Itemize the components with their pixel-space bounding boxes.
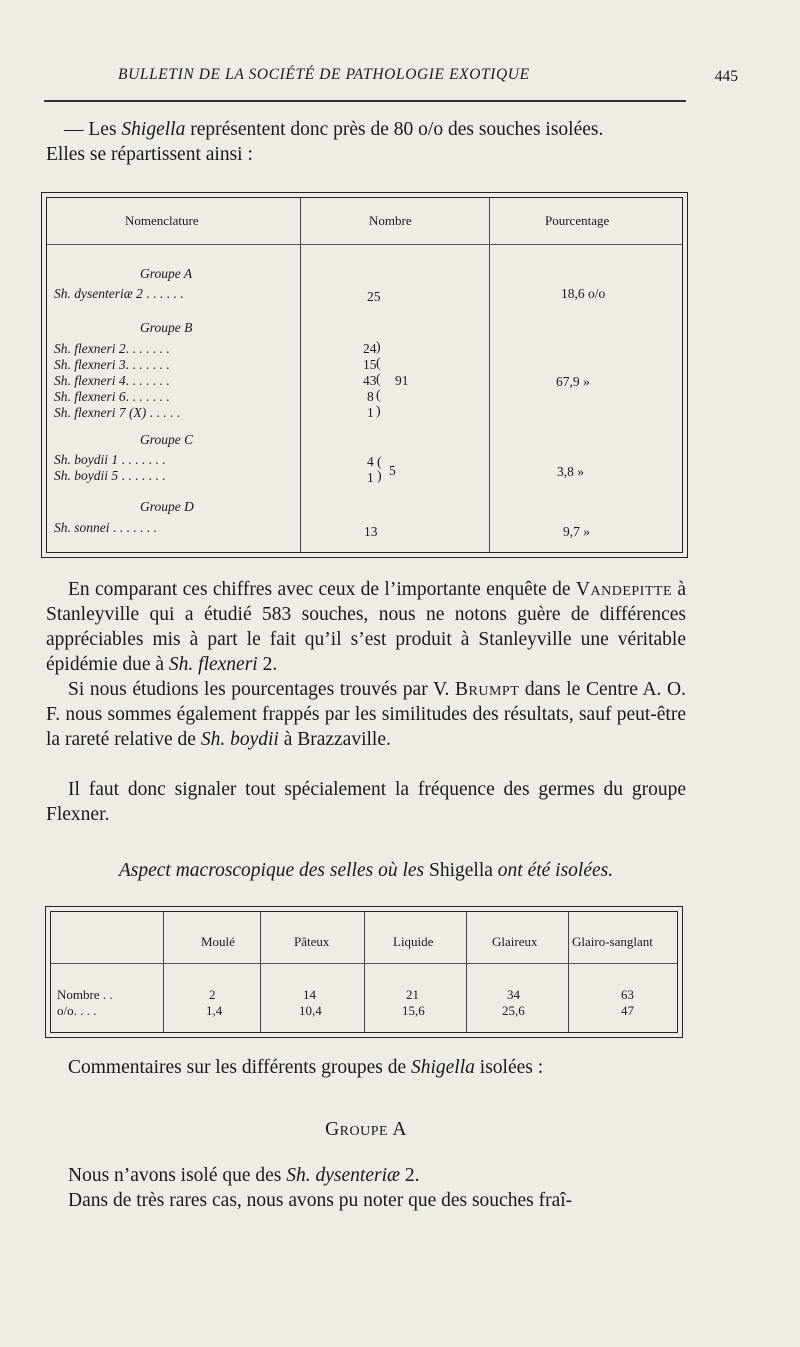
intro-text: — Les xyxy=(64,119,122,140)
paragraph-comparison xyxy=(46,577,686,677)
para1-text: En comparant ces chiffres avec ceux de l’importante enquête de xyxy=(68,579,576,600)
group-total: 5 xyxy=(389,463,396,478)
col-divider xyxy=(466,912,467,1032)
commentaires-line xyxy=(46,1055,686,1080)
count-cell: 24 xyxy=(363,341,377,356)
running-header xyxy=(118,66,738,84)
row-label: Nombre . . xyxy=(57,987,113,1002)
last1-text: Nous n’avons isolé que des xyxy=(68,1165,287,1186)
group-label: Groupe D xyxy=(140,499,194,514)
header-divider xyxy=(51,963,677,964)
paragraph-brumpt xyxy=(46,677,686,752)
group-label: Groupe A xyxy=(140,266,193,281)
percent-cell: 3,8 » xyxy=(557,464,584,479)
stool-aspect-table xyxy=(45,906,683,1038)
count-cell: 1 xyxy=(367,470,374,485)
header-pateux: Pâteux xyxy=(294,934,330,949)
intro-paragraph xyxy=(46,117,686,167)
value-cell: 15,6 xyxy=(402,1003,425,1018)
species-row: Sh. flexneri 3. . . . . . . xyxy=(54,357,170,372)
paragraph-group-a xyxy=(46,1163,686,1213)
count-cell: 25 xyxy=(367,289,381,304)
col-divider xyxy=(163,912,164,1032)
species-row: Sh. sonnei . . . . . . . xyxy=(54,520,157,535)
para2-text-2: dans le Centre A. O. F. nous sommes également frappés par les similitudes des résultats, sauf peut-être la rareté relative de xyxy=(46,679,686,750)
group-label: Groupe B xyxy=(140,320,193,335)
header-rule xyxy=(44,100,686,102)
last1-italic: Sh. dysenteriæ xyxy=(286,1165,400,1186)
para2-italic: Sh. boydii xyxy=(200,729,279,750)
value-cell: 2 xyxy=(209,987,216,1002)
subtitle-text: Aspect macroscopique des selles où les xyxy=(118,860,429,881)
value-cell: 21 xyxy=(406,987,419,1002)
value-cell: 63 xyxy=(621,987,634,1002)
species-row: Sh. flexneri 6. . . . . . . xyxy=(54,389,170,404)
species-row: Sh. boydii 1 . . . . . . . xyxy=(54,452,166,467)
para2-text: Si nous étudions les pourcentages trouvés par V. xyxy=(68,679,456,700)
brace-mark: ) ( ( ( ) xyxy=(376,340,381,419)
species-row: Sh. boydii 5 . . . . . . . xyxy=(54,468,166,483)
commentaires-text: Commentaires sur les différents groupes de xyxy=(68,1057,411,1078)
col-divider-1 xyxy=(300,198,301,552)
percent-cell: 67,9 » xyxy=(556,374,590,389)
header-glaireux: Glaireux xyxy=(492,934,538,949)
percent-cell: 18,6 o/o xyxy=(561,286,606,301)
col-divider-2 xyxy=(489,198,490,552)
para1-text-3: 2. xyxy=(257,654,278,675)
percent-cell: 9,7 » xyxy=(563,524,590,539)
last1-text-2: 2. xyxy=(400,1165,420,1186)
header-liquide: Liquide xyxy=(393,934,434,949)
subtitle-text-2: ont été isolées. xyxy=(492,860,614,881)
commentaires-text-2: isolées : xyxy=(474,1057,544,1078)
para1-italic: Sh. flexneri xyxy=(168,654,258,675)
author-name: Brumpt xyxy=(455,679,520,700)
last2-text: Dans de très rares cas, nous avons pu noter que des souches fraî- xyxy=(68,1190,573,1211)
species-row: Sh. flexneri 2. . . . . . . xyxy=(54,341,170,356)
group-label: Groupe C xyxy=(140,432,194,447)
paragraph-flexner xyxy=(46,777,686,827)
header-moule: Moulé xyxy=(201,934,235,949)
section-title: Groupe A xyxy=(325,1119,407,1140)
commentaires-italic: Shigella xyxy=(410,1057,475,1078)
header-divider xyxy=(47,244,682,245)
col-divider xyxy=(568,912,569,1032)
count-cell: 4 xyxy=(367,454,374,469)
row-label: o/o. . . . xyxy=(57,1003,97,1018)
shigella-distribution-table xyxy=(41,192,688,558)
species-row: Sh. flexneri 7 (X) . . . . . xyxy=(54,405,180,420)
col-divider xyxy=(364,912,365,1032)
count-cell: 1 xyxy=(367,405,374,420)
para3-text: Il faut donc signaler tout spécialement la fréquence des germes du groupe Flexner. xyxy=(46,779,686,825)
value-cell: 25,6 xyxy=(502,1003,525,1018)
count-cell: 15 xyxy=(363,357,377,372)
header-nomenclature: Nomenclature xyxy=(125,213,199,228)
intro-italic: Shigella xyxy=(121,119,186,140)
section-subtitle xyxy=(46,858,686,883)
value-cell: 1,4 xyxy=(206,1003,223,1018)
para1-text-2: à Stanleyville qui a étudié 583 souches, nous ne notons guère de différences appréciables mis à part le fait qu’il s’est produit à Stanleyville une véritable épidémie due à xyxy=(46,579,687,675)
species-row: Sh. flexneri 4. . . . . . . xyxy=(54,373,170,388)
group-total: 91 xyxy=(395,373,409,388)
value-cell: 14 xyxy=(303,987,316,1002)
intro-line-2: Elles se répartissent ainsi : xyxy=(46,144,253,165)
count-cell: 43 xyxy=(363,373,377,388)
header-glairo-sanglant: Glairo-sanglant xyxy=(572,934,653,949)
brace-mark: ( ) xyxy=(377,455,382,484)
intro-text-2: représentent donc près de 80 o/o des souches isolées. xyxy=(185,119,604,140)
species-row: Sh. dysenteriæ 2 . . . . . . xyxy=(54,286,184,301)
col-divider xyxy=(260,912,261,1032)
count-cell: 13 xyxy=(364,524,378,539)
header-nombre: Nombre xyxy=(369,213,412,228)
value-cell: 47 xyxy=(621,1003,634,1018)
author-name: Vandepitte xyxy=(575,579,672,600)
page-number: 445 xyxy=(714,68,738,85)
para2-text-3: à Brazzaville. xyxy=(278,729,391,750)
count-cell: 8 xyxy=(367,389,374,404)
value-cell: 34 xyxy=(507,987,520,1002)
subtitle-roman: Shigella xyxy=(428,860,493,881)
header-pourcentage: Pourcentage xyxy=(545,213,610,228)
value-cell: 10,4 xyxy=(299,1003,322,1018)
journal-title: BULLETIN DE LA SOCIÉTÉ DE PATHOLOGIE EXOTIQUE xyxy=(118,66,530,83)
